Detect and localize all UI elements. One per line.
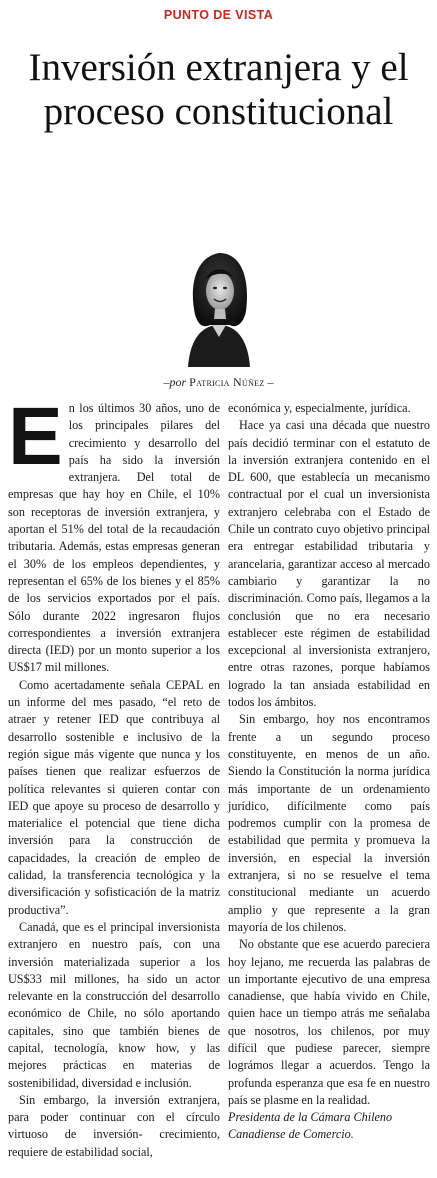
author-name: Patricia Núñez <box>189 375 265 389</box>
byline-prefix: –por <box>163 375 187 389</box>
paragraph: Como acertadamente señala CEPAL en un informe del mes pasado, “el reto de atraer y retener IED que contribuya al desarrollo sostenible e inclusivo de la región sigue más vigente que nunca y los países tienen que realizar esfuerzos de política relevantes si quieren contar con IED que apoye su proceso de desarrollo y materialice el potencial que tiene dicha inversión para la construcción de capacidades, la creación de empleo de calidad, la transferencia tecnológica y la diversificación y sofisticación de la matriz productiva”. <box>8 677 220 917</box>
paragraph: En los últimos 30 años, uno de los principales pilares del crecimiento y desarrollo del país ha sido la inversión extranjera. Del total de empresas que hay hoy en Chile, el 10% son receptoras de inversión extranjera, y aportan el 51% del total de la recaudación tributaria. Además, estas empresas generan el 30% de los empleos dependientes, y representan el 65% de los bienes y el 85% de los servicios exportados por el país. Sólo durante 2022 ingresaron flujos correspondientes a inversión extranjera directa (IED) por un monto superior a los US$17 mil millones. <box>8 391 220 675</box>
paragraph: Sin embargo, la inversión extranjera, para poder continuar con el círculo virtuoso de inversión- crecimiento, requiere de estabilidad social, <box>8 1092 220 1159</box>
drop-cap: E <box>8 391 63 482</box>
paragraph: No obstante que ese acuerdo pareciera hoy lejano, me recuerda las palabras de un importante ejecutivo de una empresa canadiense, que había vivido en Chile, quien hace un tiempo atrás me señalaba que nosotros, los chilenos, por muy difícil que pudiese parecer, siempre lográmos llegar a acuerdos. Tengo la profunda esperanza que esa fe en nuestro país se plasme en la realidad. <box>228 937 430 1107</box>
author-portrait-photo <box>188 239 250 367</box>
paragraph: Hace ya casi una década que nuestro país decidió terminar con el estatuto de la inversión extranjera contenido en el DL 600, que establecía un mecanismo contractual por el cual un inversionista extranjero celebraba con el Estado de Chile un contrato cuyo objetivo principal era entregar estabilidad tributaria y arancelaria, garantizar acceso al mercado cambiario y garantizar la no discriminación. Como país, llegamos a la conclusión que no era necesario establecer este régimen de estabilidad excepcional al inversionista extranjero, entre otras razones, porque habíamos logrado la tan ansiada estabilidad en todos los ámbitos. <box>228 418 430 710</box>
article-title: Inversión extranjera y el proceso constitucional <box>28 46 409 133</box>
paragraph: económica y, especialmente, jurídica. <box>228 401 411 415</box>
paragraph: Sin embargo, hoy nos encontramos frente a un segundo proceso constituyente, en menos de un año. Siendo la Constitución la norma jurídica más importante de un ordenamiento jurídico, difícilmente como país podremos cumplir con la promesa de estabilidad que permita y promueva la inversión, en especial la inversión extranjera, si no se resuelve el tema constitucional mediante un acuerdo amplio y que represente a la gran mayoría de los chilenos. <box>228 712 430 934</box>
paragraph: Canadá, que es el principal inversionista extranjero en nuestro país, con una inversión materializada superior a los US$33 mil millones, ha sido un actor relevante en la construcción del desarrollo económico de Chile, no sólo aportando capitales, sino que también bienes de capital, tecnología, know how, y las mejores prácticas en materias de sostenibilidad, diversidad e inclusión. <box>8 919 220 1090</box>
author-signature: Presidenta de la Cámara Chileno Canadiense de Comercio. <box>228 1110 393 1142</box>
byline <box>0 375 437 390</box>
byline-suffix: – <box>267 375 274 389</box>
article-column-right <box>228 400 430 1144</box>
article-column-left <box>8 391 220 1161</box>
section-label: PUNTO DE VISTA <box>163 8 274 22</box>
